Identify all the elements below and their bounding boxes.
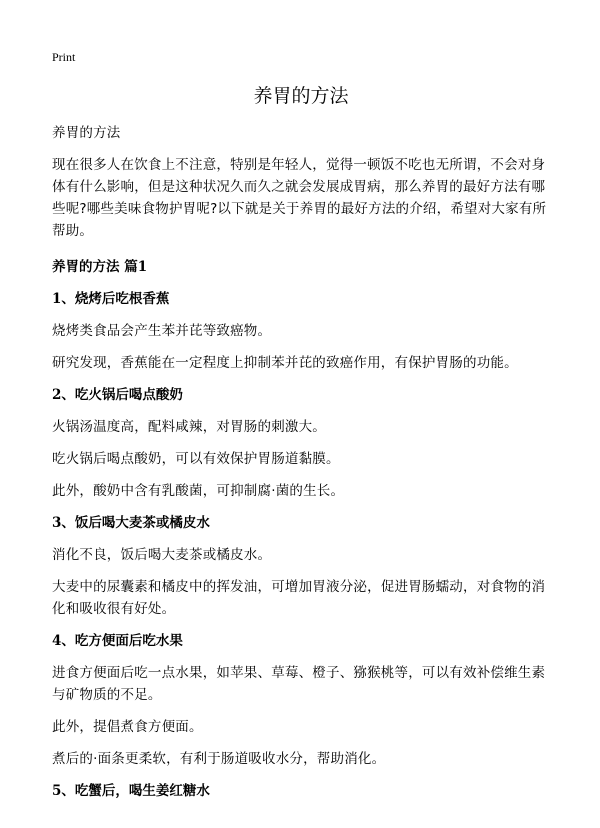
item-1-paragraph-1: 烧烤类食品会产生苯并芘等致癌物。 <box>52 323 272 339</box>
item-4-paragraph-3: 煮后的·面条更柔软，有利于肠道吸收水分，帮助消化。 <box>52 751 386 767</box>
item-heading-4: 4、吃方便面后吃水果 <box>52 633 183 649</box>
document-subtitle: 养胃的方法 <box>52 125 121 141</box>
item-heading-5: 5、吃蟹后，喝生姜红糖水 <box>52 783 210 799</box>
item-3-paragraph-2: 大麦中的尿囊素和橘皮中的挥发油，可增加胃液分泌，促进胃肠蠕动，对食物的消化和吸收很有好处。 <box>52 579 546 617</box>
document-title: 养胃的方法 <box>253 85 349 107</box>
item-heading-3: 3、饭后喝大麦茶或橘皮水 <box>52 515 210 531</box>
item-heading-1: 1、烧烤后吃根香蕉 <box>52 291 170 307</box>
item-heading-2: 2、吃火锅后喝点酸奶 <box>52 387 183 403</box>
item-3-paragraph-1: 消化不良，饭后喝大麦茶或橘皮水。 <box>52 547 272 563</box>
print-link[interactable]: Print <box>52 50 76 64</box>
item-4-paragraph-1: 进食方便面后吃一点水果，如苹果、草莓、橙子、猕猴桃等，可以有效补偿维生素与矿物质的不足。 <box>52 665 546 703</box>
item-4-paragraph-2: 此外，提倡煮食方便面。 <box>52 719 203 735</box>
item-2-paragraph-1: 火锅汤温度高，配料咸辣，对胃肠的刺激大。 <box>52 419 326 435</box>
section-heading: 养胃的方法 篇1 <box>52 259 148 275</box>
item-2-paragraph-2: 吃火锅后喝点酸奶，可以有效保护胃肠道黏膜。 <box>52 451 340 467</box>
intro-paragraph: 现在很多人在饮食上不注意，特别是年轻人，觉得一顿饭不吃也无所谓，不会对身体有什么影响，但是这种状况久而久之就会发展成胃病，那么养胃的最好方法有哪些呢?哪些美味食物护胃呢?以下就是关于养胃的最好方法的介绍，希望对大家有所帮助。 <box>52 157 547 239</box>
item-1-paragraph-2: 研究发现，香蕉能在一定程度上抑制苯并芘的致癌作用，有保护胃肠的功能。 <box>52 355 518 371</box>
item-2-paragraph-3: 此外，酸奶中含有乳酸菌，可抑制腐·菌的生长。 <box>52 483 345 499</box>
